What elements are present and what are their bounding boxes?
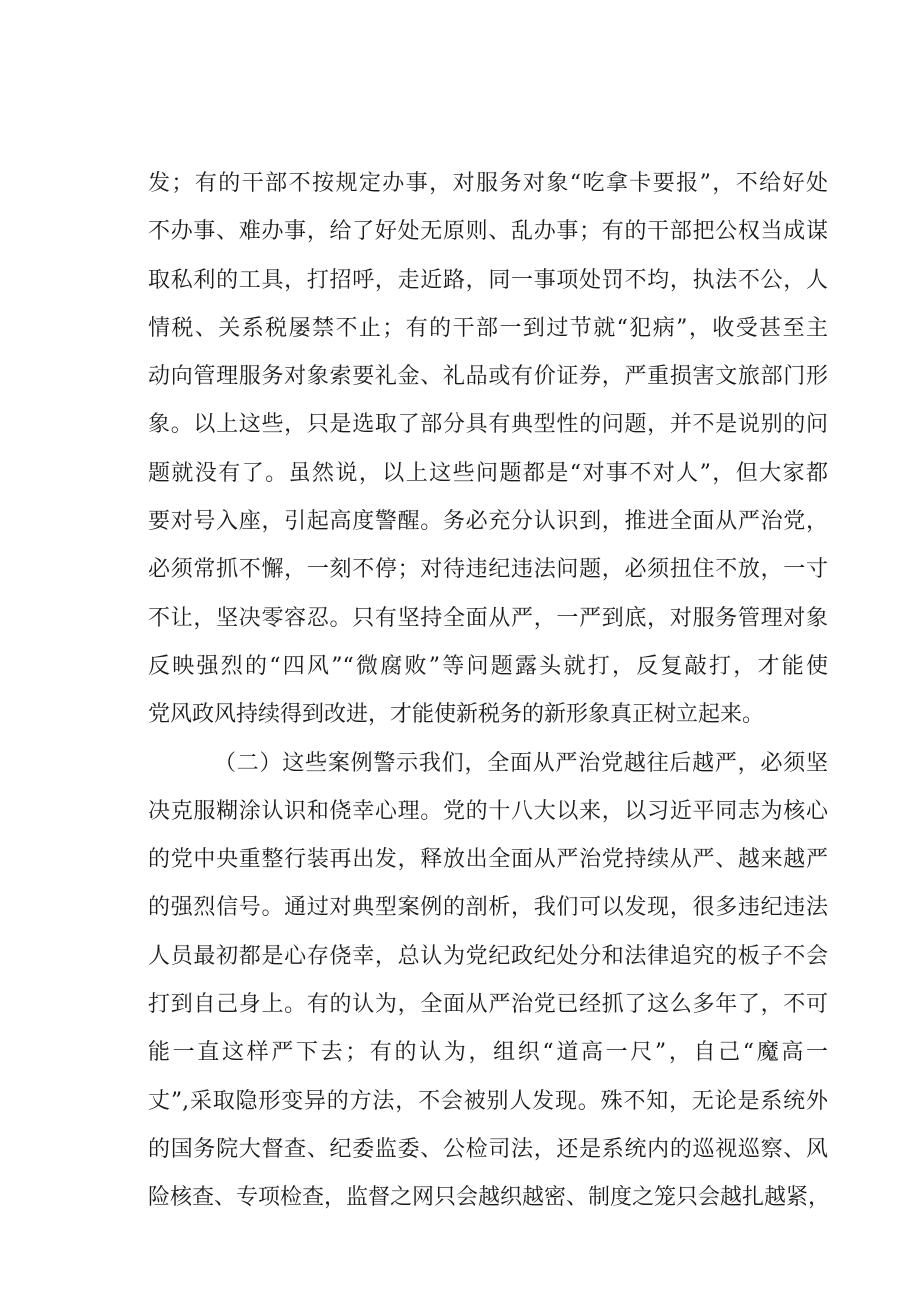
text-line: 象。以上这些，只是选取了部分具有典型性的问题，并不是说别的问: [148, 412, 828, 438]
text-line: 情税、关系税屡禁不止；有的干部一到过节就“犯病”，收受甚至主: [148, 315, 828, 341]
text-line: 能一直这样严下去；有的认为，组织“道高一尺”，自己“魔高一: [148, 1040, 828, 1066]
text-line: 丈”,采取隐形变异的方法，不会被别人发现。殊不知，无论是系统外: [148, 1088, 828, 1114]
text-line: 的国务院大督查、纪委监委、公检司法，还是系统内的巡视巡察、风: [148, 1136, 828, 1162]
text-line: 反映强烈的“四风”“微腐败”等问题露头就打，反复敲打，才能使: [148, 653, 828, 679]
text-line: 人员最初都是心存侥幸，总认为党纪政纪处分和法律追究的板子不会: [148, 943, 828, 969]
text-line: 要对号入座，引起高度警醒。务必充分认识到，推进全面从严治党，: [148, 509, 828, 535]
text-line: 不让，坚决零容忍。只有坚持全面从严，一严到底，对服务管理对象: [148, 605, 828, 631]
text-line: 题就没有了。虽然说，以上这些问题都是“对事不对人”，但大家都: [148, 460, 828, 486]
paragraph-end-line: 党风政风持续得到改进，才能使新税务的新形象真正树立起来。: [148, 702, 765, 728]
text-line: 动向管理服务对象索要礼金、礼品或有价证券，严重损害文旅部门形: [148, 364, 828, 390]
section-heading-line: （二）这些案例警示我们，全面从严治党越往后越严，必须坚: [214, 750, 828, 776]
body-text: [148, 160, 831, 1223]
text-line: 的党中央重整行装再出发，释放出全面从严治党持续从严、越来越严: [148, 847, 828, 873]
text-line: 打到自己身上。有的认为，全面从严治党已经抓了这么多年了，不可: [148, 992, 828, 1018]
text-line: 必须常抓不懈，一刻不停；对待违纪违法问题，必须扭住不放，一寸: [148, 557, 828, 583]
text-line: 决克服糊涂认识和侥幸心理。党的十八大以来，以习近平同志为核心: [148, 798, 828, 824]
text-line: 的强烈信号。通过对典型案例的剖析，我们可以发现，很多违纪违法: [148, 895, 828, 921]
text-line: 取私利的工具，打招呼，走近路，同一事项处罚不均，执法不公，人: [148, 267, 828, 293]
text-line: 发；有的干部不按规定办事，对服务对象“吃拿卡要报”，不给好处: [148, 171, 828, 196]
text-line: 不办事、难办事，给了好处无原则、乱办事；有的干部把公权当成谋: [148, 219, 828, 245]
text-line: 险核查、专项检查，监督之网只会越织越密、制度之笼只会越扎越紧，: [148, 1185, 831, 1211]
